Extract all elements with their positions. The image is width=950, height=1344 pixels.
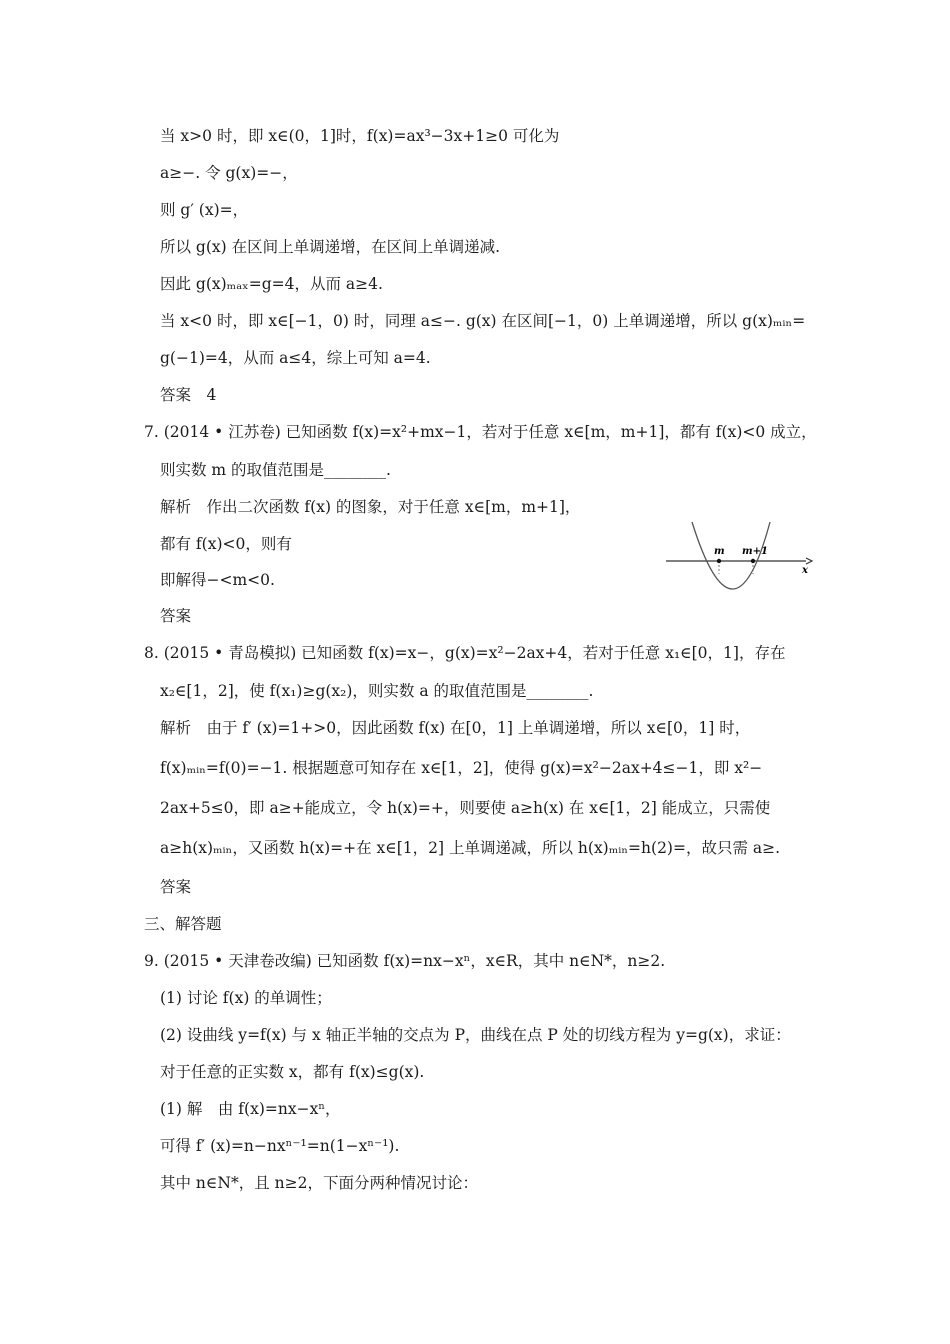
text-line: 当 x<0 时，即 x∈[−1，0) 时，同理 a≤−. g(x) 在区间[−1，0) 上单调递增，所以 g(x)ₘᵢₙ= bbox=[160, 312, 806, 330]
text-line: a≥−. 令 g(x)=−， bbox=[160, 164, 298, 182]
text-line: x₂∈[1，2]，使 f(x₁)≥g(x₂)，则实数 a 的取值范围是________. bbox=[160, 682, 594, 700]
text-line: 对于任意的正实数 x，都有 f(x)≤g(x). bbox=[160, 1063, 425, 1081]
text-line: g(−1)=4，从而 a≤4，综上可知 a=4. bbox=[160, 349, 431, 367]
text-line: 则 g′ (x)=， bbox=[160, 201, 249, 219]
text-line: 可得 f′ (x)=n−nxⁿ⁻¹=n(1−xⁿ⁻¹). bbox=[160, 1137, 400, 1155]
m-point bbox=[717, 559, 721, 563]
text-line: 所以 g(x) 在区间上单调递增，在区间上单调递减. bbox=[160, 238, 501, 256]
text-line: f(x)ₘᵢₙ=f(0)=−1. 根据题意可知存在 x∈[1，2]，使得 g(x)=x²−2ax+4≤−1，即 x²− bbox=[160, 759, 763, 777]
text-line: 即解得−<m<0. bbox=[160, 571, 275, 589]
text-line: 因此 g(x)ₘₐₓ=g=4，从而 a≥4. bbox=[160, 275, 383, 293]
text-line: 解析 由于 f′ (x)=1+>0，因此函数 f(x) 在[0，1] 上单调递增，所以 x∈[0，1] 时， bbox=[160, 719, 751, 737]
text-line: (1) 解 由 f(x)=nx−xⁿ， bbox=[160, 1100, 341, 1118]
question-7: 7. (2014 • 江苏卷) 已知函数 f(x)=x²+mx−1，若对于任意 x∈[m，m+1]，都有 f(x)<0 成立， bbox=[144, 423, 817, 441]
text-line: (2) 设曲线 y=f(x) 与 x 轴正半轴的交点为 P，曲线在点 P 处的切线方程为 y=g(x)，求证： bbox=[160, 1026, 791, 1044]
text-line: a≥h(x)ₘᵢₙ，又函数 h(x)=+在 x∈[1，2] 上单调递减，所以 h(x)ₘᵢₙ=h(2)=，故只需 a≥. bbox=[160, 839, 781, 857]
question-9: 9. (2015 • 天津卷改编) 已知函数 f(x)=nx−xⁿ，x∈R，其中 n∈N*，n≥2. bbox=[144, 952, 666, 970]
answer-label: 答案 bbox=[160, 607, 192, 625]
text-line: 其中 n∈N*，且 n≥2，下面分两种情况讨论： bbox=[160, 1174, 478, 1192]
x-axis-arrow bbox=[806, 558, 812, 564]
section-heading: 三、解答题 bbox=[144, 915, 222, 933]
answer-label: 答案 4 bbox=[160, 386, 217, 404]
text-line: (1) 讨论 f(x) 的单调性； bbox=[160, 989, 332, 1007]
answer-label: 答案 bbox=[160, 878, 192, 896]
text-line: 则实数 m 的取值范围是________. bbox=[160, 461, 391, 479]
m-label: m bbox=[714, 546, 725, 557]
parabola-figure bbox=[664, 516, 814, 596]
x-axis-label: x bbox=[802, 565, 808, 576]
text-line: 当 x>0 时，即 x∈(0，1]时，f(x)=ax³−3x+1≥0 可化为 bbox=[160, 127, 560, 145]
m-plus-1-label: m+1 bbox=[742, 546, 768, 557]
m-plus-1-point bbox=[751, 559, 755, 563]
text-line: 都有 f(x)<0，则有 bbox=[160, 535, 292, 553]
question-8: 8. (2015 • 青岛模拟) 已知函数 f(x)=x−，g(x)=x²−2ax+4，若对于任意 x₁∈[0，1]，存在 bbox=[144, 644, 786, 662]
text-line: 2ax+5≤0，即 a≥+能成立，令 h(x)=+，则要使 a≥h(x) 在 x∈[1，2] 能成立，只需使 bbox=[160, 799, 771, 817]
text-line: 解析 作出二次函数 f(x) 的图象，对于任意 x∈[m，m+1]， bbox=[160, 498, 581, 516]
